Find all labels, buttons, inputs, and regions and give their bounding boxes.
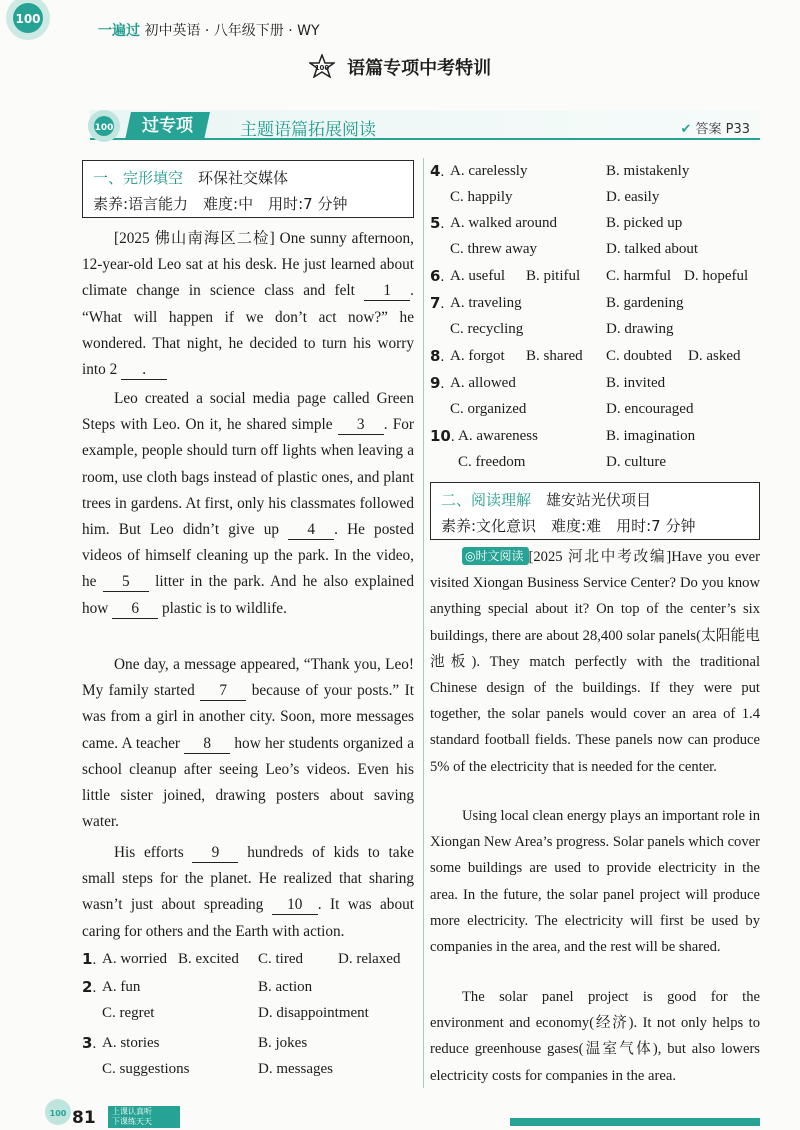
svg-text:100: 100 bbox=[94, 123, 114, 133]
check-icon: ✔ bbox=[680, 122, 692, 137]
option-c[interactable]: C. freedom bbox=[458, 454, 526, 470]
star-badge-icon bbox=[309, 54, 335, 78]
part2-topic: 雄安站光伏项目 bbox=[546, 491, 652, 509]
option-c[interactable]: C. organized bbox=[450, 401, 527, 417]
question-8: 8. A. forgot B. shared C. doubted D. asked bbox=[430, 343, 760, 369]
part2-paragraph-1: ◎时文阅读 [2025 河北中考改编]Have you ever visited Xiongan Business Service Center? Do you know anything special about it? On top of the center’s six buildings, there are about 28,400 solar panels(太阳能电池板). They match perfectly with the traditional Chinese design of the buildings. If they were put together, the solar panels would cover an area of 1.4 standard football fields. These panels now can produce 5% of the electricity that is needed for the center. bbox=[430, 549, 761, 775]
option-c[interactable]: C. tired bbox=[258, 951, 303, 967]
question-10: 10. A. awareness B. imagination C. freedom D. culture bbox=[430, 423, 760, 475]
answer-reference: ✔ 答案 P33 bbox=[680, 122, 750, 137]
option-b[interactable]: B. shared bbox=[526, 348, 583, 364]
part1-title: 一、完形填空 bbox=[93, 169, 184, 187]
option-b[interactable]: B. mistakenly bbox=[606, 163, 690, 179]
option-d[interactable]: D. talked about bbox=[606, 241, 699, 257]
series-info: 初中英语 · 八年级下册 · WY bbox=[144, 23, 320, 39]
blank-10: 10 bbox=[272, 896, 318, 915]
part2-paragraph-2: Using local clean energy plays an important role in Xiongan New Area’s progress. Solar panels which cover some buildings are used to provide electricity in the area. In the future, the solar panel project will produce more electricity. The electricity will first be used by companies in the area, and the rest will be shared. bbox=[430, 808, 761, 956]
option-c[interactable]: C. doubted bbox=[606, 348, 672, 364]
question-6: 6. A. useful B. pitiful C. harmful D. hopeful bbox=[430, 263, 760, 289]
part1-topic: 环保社交媒体 bbox=[198, 169, 289, 187]
option-d[interactable]: D. hopeful bbox=[684, 268, 749, 284]
blank-9: 9 bbox=[192, 844, 238, 863]
blank-6: 6 bbox=[112, 600, 158, 619]
footer-mascot-icon bbox=[42, 1096, 74, 1128]
option-c[interactable]: C. threw away bbox=[450, 241, 538, 257]
part1-meta: 素养:语言能力 难度:中 用时:7 分钟 bbox=[93, 195, 348, 213]
option-d[interactable]: D. relaxed bbox=[338, 951, 401, 967]
part1-source: [2025 佛山南海区二检] bbox=[114, 230, 275, 247]
blank-2: . bbox=[121, 361, 167, 380]
question-5: 5. A. walked around B. picked up C. threw away D. talked about bbox=[430, 210, 760, 262]
banner-subtitle: 主题语篇拓展阅读 bbox=[240, 120, 376, 140]
part2-title: 二、阅读理解 bbox=[441, 491, 532, 509]
page-number: 81 bbox=[72, 1108, 96, 1128]
corner-logo-icon bbox=[0, 0, 95, 52]
option-a[interactable]: A. allowed bbox=[450, 375, 516, 391]
question-3: 3. A. stories B. jokes C. suggestions D. messages bbox=[82, 1030, 414, 1082]
column-divider bbox=[423, 158, 424, 1088]
option-c[interactable]: C. regret bbox=[102, 1005, 155, 1021]
option-c[interactable]: C. happily bbox=[450, 189, 513, 205]
question-7: 7. A. traveling B. gardening C. recycling D. drawing bbox=[430, 290, 760, 342]
footer-slogan: 上课认真听 下课练天天 bbox=[108, 1106, 180, 1128]
option-a[interactable]: A. fun bbox=[102, 979, 141, 995]
part1-paragraph-3: One day, a message appeared, “Thank you, Leo! My family started 7 because of your posts.” It was from a girl in another city. Soon, more messages came. A teacher 8 how her students organized a school cleanup after seeing Leo’s videos. Even his little sister joined, drawing posters about saving water. bbox=[82, 656, 415, 831]
banner-tag: 过专项 bbox=[125, 112, 210, 140]
part2-source: [2025 河北中考改编] bbox=[528, 549, 672, 565]
section-title bbox=[0, 54, 800, 80]
part1-paragraph-2: Leo created a social media page called Green Steps with Leo. On it, he shared simple 3 . For example, people should turn off lights when leaving a room, use cloth bags instead of plastic ones, and plant trees in gardens. At first, only his classmates followed him. But Leo didn’t give up 4 . He posted videos of himself cleaning up the park. In the video, he 5 litter in the park. And he also explained how 6 plastic is to wildlife. bbox=[82, 390, 414, 617]
option-a[interactable]: A. walked around bbox=[450, 215, 558, 231]
part1-info-box bbox=[82, 160, 414, 218]
option-a[interactable]: A. forgot bbox=[450, 348, 505, 364]
question-4: 4. A. carelessly B. mistakenly C. happily D. easily bbox=[430, 158, 760, 210]
part2-meta: 素养:文化意识 难度:难 用时:7 分钟 bbox=[441, 517, 696, 535]
option-a[interactable]: A. worried bbox=[102, 951, 167, 967]
topic-banner bbox=[90, 108, 760, 146]
option-b[interactable]: B. imagination bbox=[606, 428, 696, 444]
option-a[interactable]: A. traveling bbox=[450, 295, 522, 311]
option-d[interactable]: D. asked bbox=[688, 348, 741, 364]
option-a[interactable]: A. useful bbox=[450, 268, 505, 284]
blank-4: 4 bbox=[288, 521, 334, 540]
svg-text:100: 100 bbox=[15, 12, 41, 26]
option-d[interactable]: D. disappointment bbox=[258, 1005, 369, 1021]
question-9: 9. A. allowed B. invited C. organized D. encouraged bbox=[430, 370, 760, 422]
current-news-reading-tag: ◎时文阅读 bbox=[462, 547, 529, 565]
svg-text:100: 100 bbox=[314, 64, 330, 72]
option-a[interactable]: A. stories bbox=[102, 1035, 160, 1051]
question-2: 2. A. fun B. action C. regret D. disappointment bbox=[82, 974, 414, 1026]
part1-paragraph-1: [2025 佛山南海区二检] One sunny afternoon, 12-year-old Leo sat at his desk. He just learned about climate change in science class and felt 1 . “What will happen if we don’t act now?” he wondered. That night, he decided to turn his worry into 2 . bbox=[82, 230, 415, 379]
question-1: 1. A. worried B. excited C. tired D. relaxed bbox=[82, 946, 414, 972]
option-d[interactable]: D. drawing bbox=[606, 321, 674, 337]
option-b[interactable]: B. invited bbox=[606, 375, 666, 391]
option-d[interactable]: D. encouraged bbox=[606, 401, 694, 417]
part1-paragraph-4: His efforts 9 hundreds of kids to take small steps for the planet. He realized that sharing wasn’t just about spreading 10 . It was about caring for others and the Earth with action. bbox=[82, 844, 415, 940]
footer-band bbox=[510, 1118, 760, 1126]
option-b[interactable]: B. pitiful bbox=[526, 268, 581, 284]
blank-1: 1 bbox=[364, 282, 410, 301]
series-header bbox=[98, 20, 320, 40]
part2-paragraph-3: The solar panel project is good for the environment and economy(经济). It not only helps to reduce greenhouse gases(温室气体), but also lowers electricity costs for companies in the area. bbox=[430, 989, 760, 1084]
option-d[interactable]: D. messages bbox=[258, 1061, 333, 1077]
option-c[interactable]: C. harmful bbox=[606, 268, 671, 284]
option-d[interactable]: D. easily bbox=[606, 189, 660, 205]
option-b[interactable]: B. gardening bbox=[606, 295, 684, 311]
blank-7: 7 bbox=[200, 682, 246, 701]
brand-name: 一遍过 bbox=[98, 23, 140, 39]
blank-8: 8 bbox=[184, 735, 230, 754]
mascot-icon bbox=[82, 106, 126, 144]
blank-5: 5 bbox=[103, 573, 149, 592]
option-d[interactable]: D. culture bbox=[606, 454, 666, 470]
option-c[interactable]: C. recycling bbox=[450, 321, 524, 337]
option-b[interactable]: B. picked up bbox=[606, 215, 683, 231]
blank-3: 3 bbox=[338, 416, 384, 435]
option-c[interactable]: C. suggestions bbox=[102, 1061, 190, 1077]
part2-info-box bbox=[430, 482, 760, 540]
option-b[interactable]: B. jokes bbox=[258, 1035, 308, 1051]
option-a[interactable]: A. carelessly bbox=[450, 163, 528, 179]
option-b[interactable]: B. excited bbox=[178, 951, 239, 967]
option-b[interactable]: B. action bbox=[258, 979, 313, 995]
option-a[interactable]: A. awareness bbox=[458, 428, 538, 444]
svg-text:100: 100 bbox=[49, 1109, 67, 1118]
section-title-text: 语篇专项中考特训 bbox=[347, 58, 492, 79]
circle-icon: ◎ bbox=[465, 549, 476, 563]
